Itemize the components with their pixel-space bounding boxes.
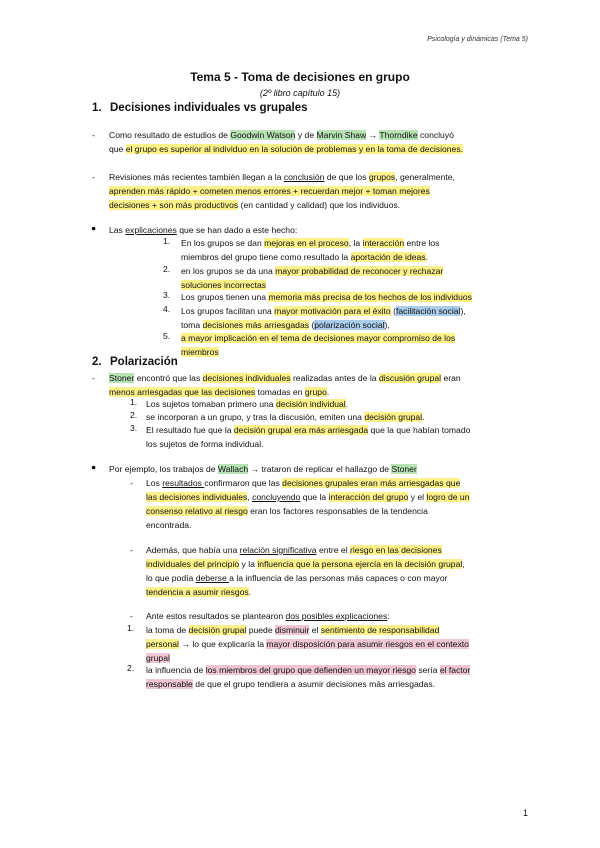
highlight-pink-text: disminuir — [275, 625, 310, 635]
highlight-text: soluciones incorrectas — [181, 280, 267, 290]
highlight-text: a mayor implicación en el tema de decisiones mayor compromiso de los — [181, 333, 456, 343]
highlight-text: decisión grupal era más arriesgada — [233, 425, 369, 435]
highlight-pink-text: grupal — [146, 653, 170, 663]
text-run: que — [109, 144, 126, 154]
text-run: ), — [460, 306, 466, 316]
list-item — [146, 543, 526, 599]
page-number: 1 — [522, 808, 528, 818]
text-run: Por ejemplo, los trabajos de — [109, 464, 218, 474]
text-run: la influencia de — [146, 665, 206, 675]
text-run: se incorporan a un grupo, y tras la discusión, emiten una — [146, 412, 365, 422]
text-run: sería — [415, 665, 440, 675]
text-run: . — [326, 387, 330, 397]
highlight-name: Wallach — [217, 464, 249, 474]
list-item — [146, 623, 526, 665]
list-number: 4. — [163, 304, 171, 314]
text-run: : — [387, 611, 390, 621]
list-dash: - — [92, 130, 95, 140]
list-item — [146, 397, 348, 411]
list-item — [146, 609, 390, 623]
list-dash: - — [130, 478, 133, 488]
bullet: ● — [91, 462, 97, 472]
highlight-name: Marvin Shaw — [316, 130, 367, 140]
highlight-text: logro de un — [426, 492, 470, 502]
text-run: Las — [109, 225, 126, 235]
highlight-pink-text: el factor — [439, 665, 471, 675]
text-run: lo que podía — [146, 573, 196, 583]
text-run: y la — [239, 559, 258, 569]
list-dash: - — [92, 172, 95, 182]
text-run: Revisiones más recientes también llegan a la — [109, 172, 284, 182]
paragraph — [109, 223, 297, 237]
text-run: toma — [181, 320, 203, 330]
section-number: 2. — [92, 356, 102, 368]
underlined-text: dos posibles explicaciones — [285, 611, 388, 621]
highlight-text: decisiones grupales eran más arriesgadas que — [282, 478, 461, 488]
highlight-text: grupos — [368, 172, 396, 182]
text-run: . — [425, 252, 428, 262]
list-number: 3. — [163, 290, 171, 300]
highlight-text: miembros — [181, 347, 219, 357]
text-run: ), — [384, 320, 390, 330]
highlight-text: mayor motivación para el éxito — [274, 306, 391, 316]
list-number: 1. — [127, 623, 135, 633]
text-run: El resultado fue que la — [146, 425, 234, 435]
text-run: de que los — [324, 172, 369, 182]
list-item — [146, 423, 470, 451]
text-run: . — [422, 412, 425, 422]
text-run: Los grupos facilitan una — [181, 306, 275, 316]
list-number: 5. — [163, 331, 171, 341]
highlight-text: memoria más precisa de los hechos de los individuos — [268, 292, 472, 302]
paragraph — [109, 170, 525, 212]
text-run: tomadas en — [255, 387, 305, 397]
text-run: . — [248, 587, 252, 597]
highlight-text: riesgo en las decisiones — [350, 545, 442, 555]
highlight-text: decisiones + son más productivos — [109, 200, 239, 210]
list-item — [146, 410, 425, 424]
list-number: 2. — [127, 663, 135, 673]
highlight-text: personal — [146, 639, 179, 649]
text-run: En los grupos se dan — [181, 238, 265, 248]
underlined-text: deberse — [195, 573, 230, 583]
highlight-text: decisiones individuales — [202, 373, 291, 383]
highlight-text: interacción del grupo — [328, 492, 409, 502]
underlined-text: concluyendo — [252, 492, 301, 502]
text-run: , generalmente, — [395, 172, 455, 182]
list-item — [181, 331, 525, 359]
text-run: → trataron de replicar el hallazgo de — [248, 464, 392, 474]
text-run: que la — [300, 492, 329, 502]
text-run: eran los factores responsables de la tendencia — [247, 506, 428, 516]
text-run: concluyó — [417, 130, 454, 140]
text-run: de que el grupo tendiera a asumir decisiones más arriesgadas. — [192, 679, 436, 689]
text-run: eran — [441, 373, 461, 383]
highlight-text: individuales del principio — [146, 559, 240, 569]
highlight-pink-text: los miembros del grupo que defienden un mayor riesgo — [205, 665, 416, 675]
highlight-text: menos arriesgadas que las decisiones — [109, 387, 256, 397]
highlight-text: decisión grupal — [364, 412, 423, 422]
text-run: Los sujetos tomaban primero una — [146, 399, 276, 409]
arrow-text: → — [366, 130, 380, 140]
section-heading: Decisiones individuales vs grupales — [110, 102, 308, 114]
highlight-text: influencia que la persona ejercía en la decisión grupal — [257, 559, 463, 569]
list-number: 1. — [130, 397, 138, 407]
text-run: encontró que las — [134, 373, 203, 383]
bullet: ● — [91, 223, 97, 233]
highlight-text: tendencia a asumir riesgos — [146, 587, 249, 597]
highlight-text: consenso relativo al riesgo — [146, 506, 248, 516]
paragraph — [109, 128, 525, 156]
highlight-text: decisiones más arriesgadas — [202, 320, 310, 330]
text-run: los sujetos de forma individual. — [146, 439, 264, 449]
text-run: . — [345, 399, 349, 409]
text-run: el — [309, 625, 321, 635]
text-run: puede — [246, 625, 276, 635]
list-item — [146, 663, 526, 691]
text-run: entre el — [316, 545, 351, 555]
text-run: Los grupos tienen una — [181, 292, 269, 302]
highlight-text: decisión grupal — [188, 625, 247, 635]
text-run: encontrada. — [146, 520, 192, 530]
text-run: → lo que explicaría la — [178, 639, 267, 649]
text-run: y el — [408, 492, 427, 502]
highlight-term: polarización social — [314, 320, 385, 330]
document-subtitle: (2º libro capítulo 15) — [259, 88, 341, 98]
paragraph — [109, 462, 417, 476]
highlight-text: mayor probabilidad de reconocer y rechazar — [275, 266, 444, 276]
text-run: entre los — [404, 238, 440, 248]
list-item — [181, 264, 525, 292]
highlight-text: sentimiento de responsabilidad — [320, 625, 440, 635]
highlight-text: aportación de ideas — [350, 252, 426, 262]
list-number: 3. — [130, 423, 138, 433]
highlight-text: decisión individual — [275, 399, 346, 409]
highlight-name: Goodwin Watson — [230, 130, 296, 140]
text-run: miembros del grupo tiene como resultado la — [181, 252, 351, 262]
text-run: Además, que había una — [146, 545, 240, 555]
list-item — [181, 236, 525, 264]
text-run: ( — [309, 320, 315, 330]
text-run: la toma de — [146, 625, 189, 635]
list-dash: - — [130, 611, 133, 621]
highlight-pink-text: mayor disposición para asumir riesgos en el contexto — [266, 639, 469, 649]
underlined-text: explicaciones — [125, 225, 177, 235]
section-number: 1. — [92, 102, 102, 114]
highlight-pink-text: responsable — [146, 679, 193, 689]
text-run: , — [462, 559, 465, 569]
text-run: Los — [146, 478, 163, 488]
text-run: Ante estos resultados se plantearon — [146, 611, 286, 621]
highlight-text: las decisiones individuales — [146, 492, 248, 502]
highlight-text: el grupo es superior al individuo en la solución de problemas y en la toma de decisiones. — [125, 144, 464, 154]
section-heading: Polarización — [110, 356, 178, 368]
list-number: 2. — [130, 410, 138, 420]
text-run: , la — [348, 238, 363, 248]
underlined-text: relación significativa — [239, 545, 317, 555]
text-run: Como resultado de estudios de — [109, 130, 231, 140]
highlight-text: discusión grupal — [378, 373, 442, 383]
text-run: que la que habían tomado — [368, 425, 471, 435]
running-header: Psicología y dinámicas (Tema 5) — [427, 36, 528, 43]
list-item — [181, 290, 472, 304]
paragraph — [109, 371, 525, 399]
highlight-text: mejoras en el proceso — [264, 238, 349, 248]
underlined-text: resultados — [162, 478, 205, 488]
list-dash: - — [92, 373, 95, 383]
text-run: confirmaron que las — [204, 478, 283, 488]
highlight-text: grupo — [304, 387, 327, 397]
text-run: en los grupos se da una — [181, 266, 276, 276]
text-run: a la influencia de las personas más capaces o con mayor — [229, 573, 448, 583]
list-number: 2. — [163, 264, 171, 274]
text-run: que se han dado a este hecho: — [176, 225, 298, 235]
highlight-term: facilitación social — [395, 306, 461, 316]
underlined-text: conclusión — [283, 172, 325, 182]
text-run: , — [247, 492, 253, 502]
highlight-text: interacción — [362, 238, 405, 248]
list-item — [181, 304, 525, 332]
list-number: 1. — [163, 236, 171, 246]
text-run: (en cantidad y calidad) que los individuos. — [238, 200, 401, 210]
highlight-text: aprenden más rápido + cometen menos errores + recuerdan mejor + toman mejores — [109, 186, 430, 196]
highlight-name: Stoner — [391, 464, 417, 474]
text-run: realizadas antes de la — [290, 373, 379, 383]
list-dash: - — [130, 545, 133, 555]
text-run: ( — [390, 306, 396, 316]
document-title: Tema 5 - Toma de decisiones en grupo — [190, 70, 410, 84]
highlight-name: Stoner — [109, 373, 135, 383]
list-item — [146, 476, 526, 532]
highlight-name: Thorndike — [379, 130, 418, 140]
text-run: y de — [295, 130, 317, 140]
